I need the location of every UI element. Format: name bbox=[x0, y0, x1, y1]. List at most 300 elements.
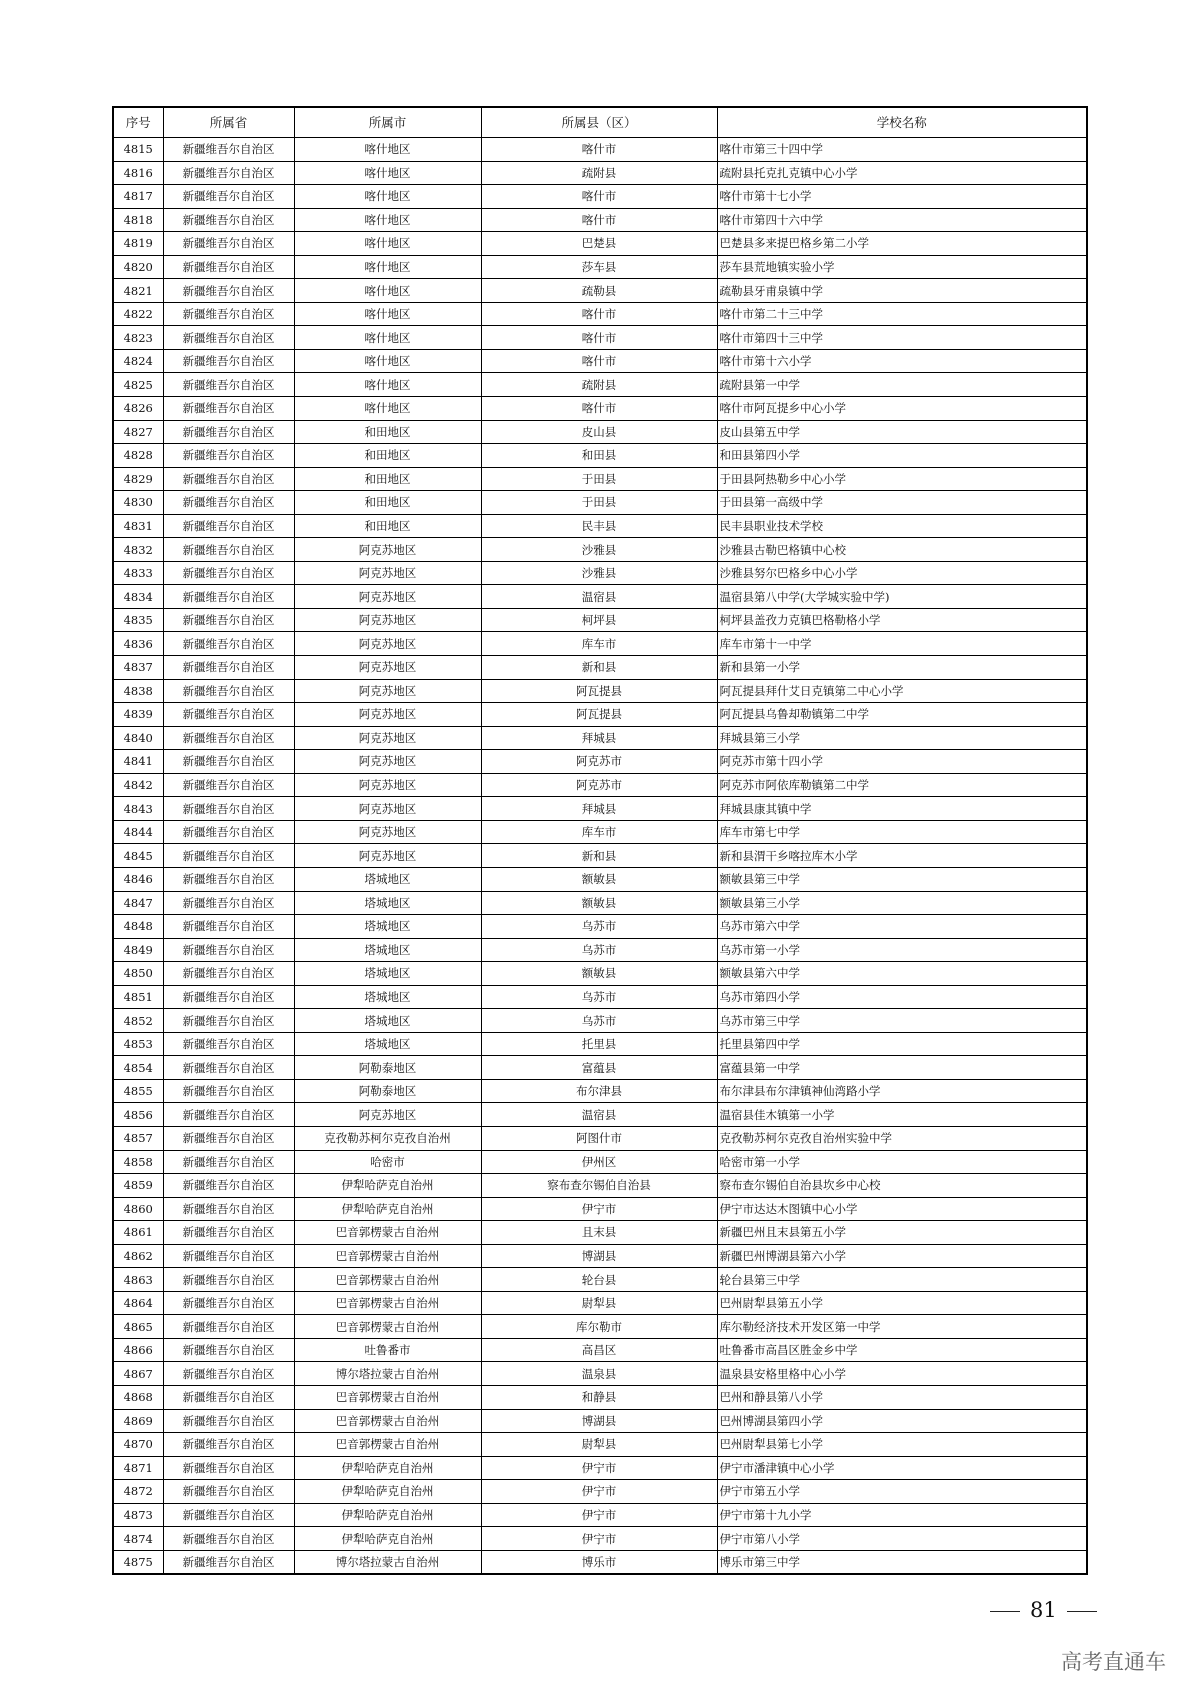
cell-county: 伊宁市 bbox=[481, 1503, 717, 1527]
cell-county: 和田县 bbox=[481, 444, 717, 468]
cell-index: 4817 bbox=[113, 185, 163, 209]
cell-province: 新疆维吾尔自治区 bbox=[163, 326, 294, 350]
header-county: 所属县（区） bbox=[481, 107, 717, 138]
table-row bbox=[113, 1221, 1087, 1245]
cell-index: 4823 bbox=[113, 326, 163, 350]
cell-province: 新疆维吾尔自治区 bbox=[163, 962, 294, 986]
cell-index: 4860 bbox=[113, 1197, 163, 1221]
cell-city: 阿克苏地区 bbox=[294, 726, 481, 750]
table-row bbox=[113, 820, 1087, 844]
cell-school-name: 伊宁市潘津镇中心小学 bbox=[717, 1456, 1087, 1480]
cell-school-name: 温泉县安格里格中心小学 bbox=[717, 1362, 1087, 1386]
cell-school-name: 吐鲁番市高昌区胜金乡中学 bbox=[717, 1338, 1087, 1362]
table-row bbox=[113, 1032, 1087, 1056]
header-school-name: 学校名称 bbox=[717, 107, 1087, 138]
table-row bbox=[113, 514, 1087, 538]
cell-county: 疏勒县 bbox=[481, 279, 717, 303]
cell-province: 新疆维吾尔自治区 bbox=[163, 1032, 294, 1056]
cell-index: 4871 bbox=[113, 1456, 163, 1480]
cell-city: 阿勒泰地区 bbox=[294, 1056, 481, 1080]
cell-county: 拜城县 bbox=[481, 726, 717, 750]
cell-city: 喀什地区 bbox=[294, 349, 481, 373]
cell-school-name: 阿瓦提县乌鲁却勒镇第二中学 bbox=[717, 703, 1087, 727]
table-row bbox=[113, 208, 1087, 232]
table-row bbox=[113, 585, 1087, 609]
table-row bbox=[113, 1409, 1087, 1433]
cell-province: 新疆维吾尔自治区 bbox=[163, 397, 294, 421]
cell-province: 新疆维吾尔自治区 bbox=[163, 656, 294, 680]
cell-county: 沙雅县 bbox=[481, 561, 717, 585]
cell-school-name: 喀什市第三十四中学 bbox=[717, 138, 1087, 162]
table-row bbox=[113, 1550, 1087, 1574]
cell-city: 塔城地区 bbox=[294, 962, 481, 986]
cell-county: 轮台县 bbox=[481, 1268, 717, 1292]
cell-city: 阿克苏地区 bbox=[294, 773, 481, 797]
cell-county: 温泉县 bbox=[481, 1362, 717, 1386]
table-row bbox=[113, 444, 1087, 468]
cell-school-name: 新和县第一小学 bbox=[717, 656, 1087, 680]
cell-school-name: 新疆巴州且末县第五小学 bbox=[717, 1221, 1087, 1245]
cell-school-name: 富蕴县第一中学 bbox=[717, 1056, 1087, 1080]
cell-school-name: 额敏县第六中学 bbox=[717, 962, 1087, 986]
table-row bbox=[113, 1126, 1087, 1150]
cell-index: 4842 bbox=[113, 773, 163, 797]
cell-index: 4854 bbox=[113, 1056, 163, 1080]
cell-index: 4835 bbox=[113, 608, 163, 632]
cell-index: 4848 bbox=[113, 915, 163, 939]
cell-province: 新疆维吾尔自治区 bbox=[163, 632, 294, 656]
cell-county: 民丰县 bbox=[481, 514, 717, 538]
cell-city: 阿勒泰地区 bbox=[294, 1079, 481, 1103]
cell-province: 新疆维吾尔自治区 bbox=[163, 1362, 294, 1386]
table-row bbox=[113, 1056, 1087, 1080]
cell-school-name: 克孜勒苏柯尔克孜自治州实验中学 bbox=[717, 1126, 1087, 1150]
cell-school-name: 和田县第四小学 bbox=[717, 444, 1087, 468]
cell-city: 阿克苏地区 bbox=[294, 797, 481, 821]
cell-index: 4853 bbox=[113, 1032, 163, 1056]
cell-province: 新疆维吾尔自治区 bbox=[163, 1527, 294, 1551]
cell-province: 新疆维吾尔自治区 bbox=[163, 1056, 294, 1080]
cell-province: 新疆维吾尔自治区 bbox=[163, 538, 294, 562]
page-number bbox=[990, 1598, 1097, 1622]
cell-index: 4825 bbox=[113, 373, 163, 397]
cell-school-name: 新疆巴州博湖县第六小学 bbox=[717, 1244, 1087, 1268]
cell-province: 新疆维吾尔自治区 bbox=[163, 1009, 294, 1033]
page-number-value: 81 bbox=[1030, 1598, 1057, 1622]
table-row bbox=[113, 1480, 1087, 1504]
cell-county: 喀什市 bbox=[481, 208, 717, 232]
school-table bbox=[112, 106, 1088, 1575]
table-row bbox=[113, 279, 1087, 303]
cell-city: 巴音郭楞蒙古自治州 bbox=[294, 1385, 481, 1409]
cell-province: 新疆维吾尔自治区 bbox=[163, 1291, 294, 1315]
cell-school-name: 库尔勒经济技术开发区第一中学 bbox=[717, 1315, 1087, 1339]
table-row bbox=[113, 703, 1087, 727]
cell-school-name: 额敏县第三中学 bbox=[717, 867, 1087, 891]
cell-index: 4872 bbox=[113, 1480, 163, 1504]
table-row bbox=[113, 1244, 1087, 1268]
cell-school-name: 乌苏市第四小学 bbox=[717, 985, 1087, 1009]
cell-province: 新疆维吾尔自治区 bbox=[163, 444, 294, 468]
cell-county: 乌苏市 bbox=[481, 915, 717, 939]
cell-school-name: 拜城县第三小学 bbox=[717, 726, 1087, 750]
cell-city: 阿克苏地区 bbox=[294, 561, 481, 585]
cell-index: 4863 bbox=[113, 1268, 163, 1292]
cell-province: 新疆维吾尔自治区 bbox=[163, 726, 294, 750]
cell-index: 4847 bbox=[113, 891, 163, 915]
cell-index: 4831 bbox=[113, 514, 163, 538]
cell-school-name: 喀什市第四十三中学 bbox=[717, 326, 1087, 350]
table-row bbox=[113, 1197, 1087, 1221]
cell-county: 新和县 bbox=[481, 656, 717, 680]
cell-province: 新疆维吾尔自治区 bbox=[163, 608, 294, 632]
cell-city: 塔城地区 bbox=[294, 938, 481, 962]
cell-index: 4849 bbox=[113, 938, 163, 962]
cell-city: 和田地区 bbox=[294, 491, 481, 515]
cell-county: 阿克苏市 bbox=[481, 750, 717, 774]
cell-school-name: 布尔津县布尔津镇神仙湾路小学 bbox=[717, 1079, 1087, 1103]
cell-index: 4844 bbox=[113, 820, 163, 844]
table-row bbox=[113, 844, 1087, 868]
cell-city: 喀什地区 bbox=[294, 138, 481, 162]
cell-city: 巴音郭楞蒙古自治州 bbox=[294, 1291, 481, 1315]
cell-index: 4852 bbox=[113, 1009, 163, 1033]
cell-city: 巴音郭楞蒙古自治州 bbox=[294, 1268, 481, 1292]
cell-county: 沙雅县 bbox=[481, 538, 717, 562]
cell-school-name: 疏附县托克扎克镇中心小学 bbox=[717, 161, 1087, 185]
cell-school-name: 轮台县第三中学 bbox=[717, 1268, 1087, 1292]
cell-school-name: 温宿县第八中学(大学城实验中学) bbox=[717, 585, 1087, 609]
cell-city: 塔城地区 bbox=[294, 1009, 481, 1033]
cell-city: 阿克苏地区 bbox=[294, 632, 481, 656]
cell-school-name: 巴州尉犁县第七小学 bbox=[717, 1433, 1087, 1457]
cell-index: 4851 bbox=[113, 985, 163, 1009]
table-row bbox=[113, 797, 1087, 821]
table-row bbox=[113, 561, 1087, 585]
cell-index: 4834 bbox=[113, 585, 163, 609]
cell-school-name: 沙雅县努尔巴格乡中心小学 bbox=[717, 561, 1087, 585]
cell-school-name: 博乐市第三中学 bbox=[717, 1550, 1087, 1574]
table-row bbox=[113, 538, 1087, 562]
cell-city: 喀什地区 bbox=[294, 397, 481, 421]
cell-county: 伊宁市 bbox=[481, 1527, 717, 1551]
cell-province: 新疆维吾尔自治区 bbox=[163, 797, 294, 821]
cell-school-name: 疏勒县牙甫泉镇中学 bbox=[717, 279, 1087, 303]
table-row bbox=[113, 938, 1087, 962]
cell-province: 新疆维吾尔自治区 bbox=[163, 349, 294, 373]
cell-city: 喀什地区 bbox=[294, 326, 481, 350]
cell-county: 库尔勒市 bbox=[481, 1315, 717, 1339]
table-row bbox=[113, 608, 1087, 632]
cell-school-name: 乌苏市第六中学 bbox=[717, 915, 1087, 939]
cell-province: 新疆维吾尔自治区 bbox=[163, 585, 294, 609]
cell-county: 伊宁市 bbox=[481, 1197, 717, 1221]
cell-city: 喀什地区 bbox=[294, 208, 481, 232]
table-row bbox=[113, 326, 1087, 350]
cell-city: 哈密市 bbox=[294, 1150, 481, 1174]
page-number-left-dash bbox=[990, 1611, 1020, 1612]
cell-city: 塔城地区 bbox=[294, 1032, 481, 1056]
cell-school-name: 柯坪县盖孜力克镇巴格勒格小学 bbox=[717, 608, 1087, 632]
table-row bbox=[113, 632, 1087, 656]
cell-county: 富蕴县 bbox=[481, 1056, 717, 1080]
cell-city: 塔城地区 bbox=[294, 915, 481, 939]
cell-county: 博湖县 bbox=[481, 1409, 717, 1433]
cell-province: 新疆维吾尔自治区 bbox=[163, 820, 294, 844]
cell-province: 新疆维吾尔自治区 bbox=[163, 185, 294, 209]
cell-school-name: 额敏县第三小学 bbox=[717, 891, 1087, 915]
cell-school-name: 疏附县第一中学 bbox=[717, 373, 1087, 397]
cell-province: 新疆维吾尔自治区 bbox=[163, 514, 294, 538]
cell-index: 4829 bbox=[113, 467, 163, 491]
cell-province: 新疆维吾尔自治区 bbox=[163, 938, 294, 962]
cell-city: 阿克苏地区 bbox=[294, 703, 481, 727]
cell-school-name: 于田县第一高级中学 bbox=[717, 491, 1087, 515]
table-row bbox=[113, 915, 1087, 939]
cell-city: 博尔塔拉蒙古自治州 bbox=[294, 1550, 481, 1574]
cell-county: 伊宁市 bbox=[481, 1456, 717, 1480]
cell-county: 尉犁县 bbox=[481, 1433, 717, 1457]
cell-school-name: 阿瓦提县拜什艾日克镇第二中心小学 bbox=[717, 679, 1087, 703]
cell-province: 新疆维吾尔自治区 bbox=[163, 1126, 294, 1150]
cell-county: 温宿县 bbox=[481, 585, 717, 609]
cell-city: 和田地区 bbox=[294, 467, 481, 491]
table-row bbox=[113, 867, 1087, 891]
table-row bbox=[113, 891, 1087, 915]
cell-province: 新疆维吾尔自治区 bbox=[163, 161, 294, 185]
cell-index: 4838 bbox=[113, 679, 163, 703]
header-province: 所属省 bbox=[163, 107, 294, 138]
cell-school-name: 阿克苏市第十四小学 bbox=[717, 750, 1087, 774]
cell-province: 新疆维吾尔自治区 bbox=[163, 1150, 294, 1174]
table-row bbox=[113, 1362, 1087, 1386]
cell-county: 新和县 bbox=[481, 844, 717, 868]
cell-county: 库车市 bbox=[481, 632, 717, 656]
cell-index: 4869 bbox=[113, 1409, 163, 1433]
cell-county: 阿瓦提县 bbox=[481, 679, 717, 703]
cell-county: 和静县 bbox=[481, 1385, 717, 1409]
cell-province: 新疆维吾尔自治区 bbox=[163, 1338, 294, 1362]
cell-school-name: 喀什市第十六小学 bbox=[717, 349, 1087, 373]
cell-county: 喀什市 bbox=[481, 397, 717, 421]
cell-school-name: 拜城县康其镇中学 bbox=[717, 797, 1087, 821]
cell-province: 新疆维吾尔自治区 bbox=[163, 208, 294, 232]
cell-index: 4819 bbox=[113, 232, 163, 256]
cell-province: 新疆维吾尔自治区 bbox=[163, 232, 294, 256]
cell-city: 吐鲁番市 bbox=[294, 1338, 481, 1362]
cell-city: 喀什地区 bbox=[294, 161, 481, 185]
cell-county: 喀什市 bbox=[481, 349, 717, 373]
cell-province: 新疆维吾尔自治区 bbox=[163, 985, 294, 1009]
cell-county: 乌苏市 bbox=[481, 985, 717, 1009]
cell-county: 博湖县 bbox=[481, 1244, 717, 1268]
cell-city: 塔城地区 bbox=[294, 891, 481, 915]
cell-county: 库车市 bbox=[481, 820, 717, 844]
cell-school-name: 库车市第七中学 bbox=[717, 820, 1087, 844]
cell-index: 4836 bbox=[113, 632, 163, 656]
header-city: 所属市 bbox=[294, 107, 481, 138]
cell-school-name: 巴州和静县第八小学 bbox=[717, 1385, 1087, 1409]
cell-index: 4858 bbox=[113, 1150, 163, 1174]
cell-province: 新疆维吾尔自治区 bbox=[163, 467, 294, 491]
cell-index: 4841 bbox=[113, 750, 163, 774]
cell-city: 伊犁哈萨克自治州 bbox=[294, 1527, 481, 1551]
cell-school-name: 托里县第四中学 bbox=[717, 1032, 1087, 1056]
cell-city: 伊犁哈萨克自治州 bbox=[294, 1503, 481, 1527]
cell-city: 和田地区 bbox=[294, 514, 481, 538]
cell-index: 4862 bbox=[113, 1244, 163, 1268]
table-row bbox=[113, 232, 1087, 256]
table-row bbox=[113, 1291, 1087, 1315]
cell-school-name: 伊宁市第五小学 bbox=[717, 1480, 1087, 1504]
table-row bbox=[113, 1315, 1087, 1339]
cell-school-name: 于田县阿热勒乡中心小学 bbox=[717, 467, 1087, 491]
cell-province: 新疆维吾尔自治区 bbox=[163, 1409, 294, 1433]
cell-city: 阿克苏地区 bbox=[294, 750, 481, 774]
cell-county: 阿图什市 bbox=[481, 1126, 717, 1150]
cell-city: 巴音郭楞蒙古自治州 bbox=[294, 1315, 481, 1339]
cell-province: 新疆维吾尔自治区 bbox=[163, 867, 294, 891]
cell-county: 高昌区 bbox=[481, 1338, 717, 1362]
cell-index: 4828 bbox=[113, 444, 163, 468]
table-row bbox=[113, 1456, 1087, 1480]
cell-index: 4827 bbox=[113, 420, 163, 444]
cell-province: 新疆维吾尔自治区 bbox=[163, 302, 294, 326]
cell-city: 喀什地区 bbox=[294, 255, 481, 279]
cell-school-name: 伊宁市第八小学 bbox=[717, 1527, 1087, 1551]
cell-county: 巴楚县 bbox=[481, 232, 717, 256]
cell-city: 克孜勒苏柯尔克孜自治州 bbox=[294, 1126, 481, 1150]
cell-province: 新疆维吾尔自治区 bbox=[163, 1315, 294, 1339]
cell-city: 喀什地区 bbox=[294, 302, 481, 326]
cell-school-name: 温宿县佳木镇第一小学 bbox=[717, 1103, 1087, 1127]
cell-county: 于田县 bbox=[481, 491, 717, 515]
cell-city: 伊犁哈萨克自治州 bbox=[294, 1480, 481, 1504]
cell-county: 尉犁县 bbox=[481, 1291, 717, 1315]
cell-province: 新疆维吾尔自治区 bbox=[163, 255, 294, 279]
cell-index: 4864 bbox=[113, 1291, 163, 1315]
table-row bbox=[113, 1009, 1087, 1033]
cell-school-name: 阿克苏市阿依库勒镇第二中学 bbox=[717, 773, 1087, 797]
cell-county: 且末县 bbox=[481, 1221, 717, 1245]
table-row bbox=[113, 161, 1087, 185]
cell-city: 阿克苏地区 bbox=[294, 538, 481, 562]
table-row bbox=[113, 397, 1087, 421]
cell-index: 4874 bbox=[113, 1527, 163, 1551]
cell-province: 新疆维吾尔自治区 bbox=[163, 1503, 294, 1527]
cell-school-name: 乌苏市第一小学 bbox=[717, 938, 1087, 962]
cell-school-name: 乌苏市第三中学 bbox=[717, 1009, 1087, 1033]
table-row bbox=[113, 1385, 1087, 1409]
cell-index: 4822 bbox=[113, 302, 163, 326]
cell-index: 4857 bbox=[113, 1126, 163, 1150]
cell-school-name: 巴州博湖县第四小学 bbox=[717, 1409, 1087, 1433]
cell-city: 阿克苏地区 bbox=[294, 820, 481, 844]
cell-county: 喀什市 bbox=[481, 185, 717, 209]
cell-school-name: 巴楚县多来提巴格乡第二小学 bbox=[717, 232, 1087, 256]
cell-school-name: 沙雅县古勒巴格镇中心校 bbox=[717, 538, 1087, 562]
cell-county: 拜城县 bbox=[481, 797, 717, 821]
cell-index: 4856 bbox=[113, 1103, 163, 1127]
cell-province: 新疆维吾尔自治区 bbox=[163, 373, 294, 397]
table-row bbox=[113, 302, 1087, 326]
cell-county: 额敏县 bbox=[481, 962, 717, 986]
cell-index: 4868 bbox=[113, 1385, 163, 1409]
cell-index: 4818 bbox=[113, 208, 163, 232]
cell-city: 阿克苏地区 bbox=[294, 679, 481, 703]
cell-city: 喀什地区 bbox=[294, 279, 481, 303]
cell-county: 乌苏市 bbox=[481, 938, 717, 962]
table-row bbox=[113, 1338, 1087, 1362]
cell-province: 新疆维吾尔自治区 bbox=[163, 1550, 294, 1574]
table-row bbox=[113, 1103, 1087, 1127]
cell-county: 额敏县 bbox=[481, 867, 717, 891]
cell-city: 巴音郭楞蒙古自治州 bbox=[294, 1409, 481, 1433]
cell-province: 新疆维吾尔自治区 bbox=[163, 1385, 294, 1409]
cell-school-name: 喀什市第十七小学 bbox=[717, 185, 1087, 209]
cell-index: 4839 bbox=[113, 703, 163, 727]
cell-city: 和田地区 bbox=[294, 444, 481, 468]
table-row bbox=[113, 349, 1087, 373]
cell-index: 4821 bbox=[113, 279, 163, 303]
cell-county: 皮山县 bbox=[481, 420, 717, 444]
table-row bbox=[113, 726, 1087, 750]
cell-province: 新疆维吾尔自治区 bbox=[163, 420, 294, 444]
cell-index: 4826 bbox=[113, 397, 163, 421]
cell-index: 4875 bbox=[113, 1550, 163, 1574]
page-number-right-dash bbox=[1067, 1611, 1097, 1612]
table-row bbox=[113, 373, 1087, 397]
table-row bbox=[113, 467, 1087, 491]
cell-province: 新疆维吾尔自治区 bbox=[163, 279, 294, 303]
cell-province: 新疆维吾尔自治区 bbox=[163, 891, 294, 915]
cell-school-name: 察布查尔锡伯自治县坎乡中心校 bbox=[717, 1174, 1087, 1198]
cell-school-name: 皮山县第五中学 bbox=[717, 420, 1087, 444]
cell-province: 新疆维吾尔自治区 bbox=[163, 1456, 294, 1480]
cell-city: 阿克苏地区 bbox=[294, 844, 481, 868]
cell-city: 伊犁哈萨克自治州 bbox=[294, 1174, 481, 1198]
cell-index: 4824 bbox=[113, 349, 163, 373]
cell-city: 巴音郭楞蒙古自治州 bbox=[294, 1433, 481, 1457]
cell-province: 新疆维吾尔自治区 bbox=[163, 679, 294, 703]
cell-school-name: 巴州尉犁县第五小学 bbox=[717, 1291, 1087, 1315]
cell-city: 喀什地区 bbox=[294, 232, 481, 256]
table-row bbox=[113, 656, 1087, 680]
cell-index: 4870 bbox=[113, 1433, 163, 1457]
table-row bbox=[113, 962, 1087, 986]
cell-city: 塔城地区 bbox=[294, 867, 481, 891]
cell-school-name: 莎车县荒地镇实验小学 bbox=[717, 255, 1087, 279]
cell-province: 新疆维吾尔自治区 bbox=[163, 1197, 294, 1221]
cell-city: 和田地区 bbox=[294, 420, 481, 444]
cell-county: 博乐市 bbox=[481, 1550, 717, 1574]
cell-province: 新疆维吾尔自治区 bbox=[163, 1433, 294, 1457]
cell-county: 柯坪县 bbox=[481, 608, 717, 632]
cell-index: 4843 bbox=[113, 797, 163, 821]
cell-index: 4830 bbox=[113, 491, 163, 515]
table-row bbox=[113, 1079, 1087, 1103]
cell-school-name: 喀什市第二十三中学 bbox=[717, 302, 1087, 326]
cell-province: 新疆维吾尔自治区 bbox=[163, 1103, 294, 1127]
cell-index: 4833 bbox=[113, 561, 163, 585]
cell-province: 新疆维吾尔自治区 bbox=[163, 1221, 294, 1245]
cell-province: 新疆维吾尔自治区 bbox=[163, 1244, 294, 1268]
cell-county: 阿瓦提县 bbox=[481, 703, 717, 727]
cell-county: 布尔津县 bbox=[481, 1079, 717, 1103]
cell-county: 伊宁市 bbox=[481, 1480, 717, 1504]
table-row bbox=[113, 750, 1087, 774]
cell-city: 巴音郭楞蒙古自治州 bbox=[294, 1244, 481, 1268]
